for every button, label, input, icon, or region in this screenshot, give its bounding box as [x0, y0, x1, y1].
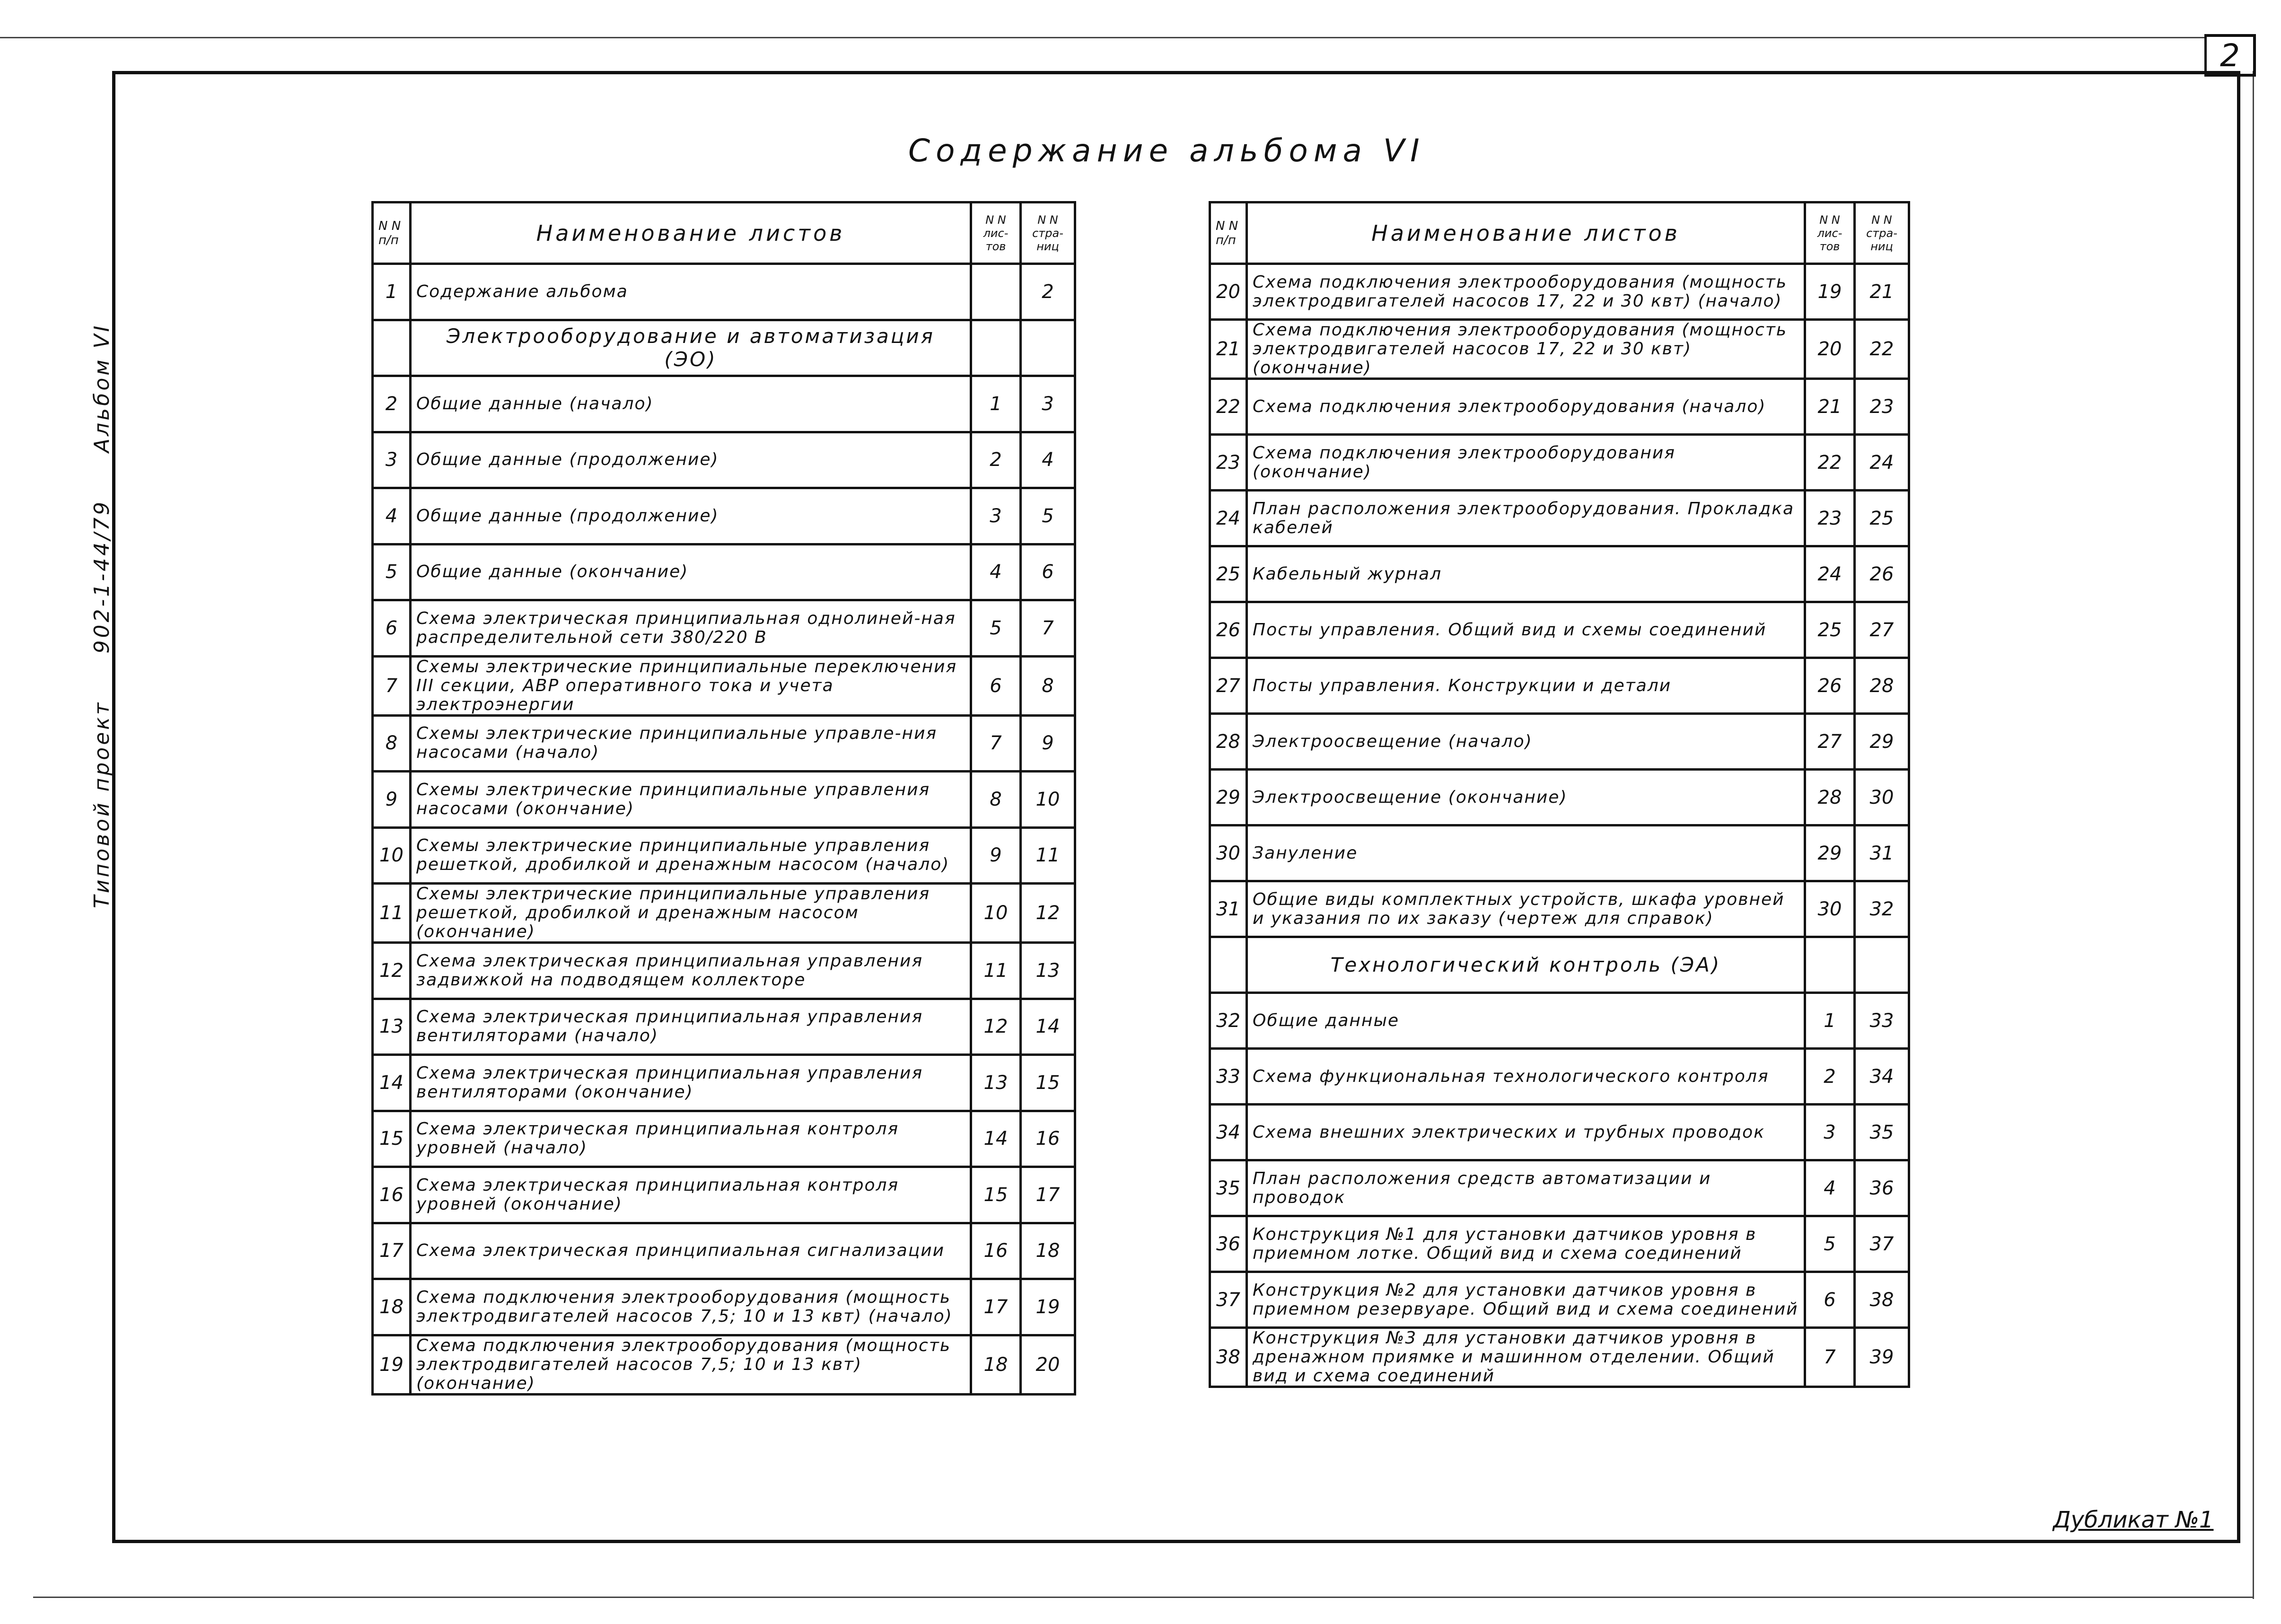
row-name: Схема подключения электрооборудования (мощность электродвигателей насосов 7,5; 10 и 13 квт) (окончание) [411, 1335, 971, 1394]
row-num: 30 [1210, 825, 1247, 881]
row-page: 25 [1855, 491, 1909, 546]
row-num: 28 [1210, 714, 1247, 770]
table-row [373, 656, 1075, 715]
row-num: 27 [1210, 658, 1247, 714]
header-sheet: N N лис-тов [971, 202, 1021, 264]
table-row [373, 999, 1075, 1055]
row-num: 9 [373, 772, 411, 828]
row-page: 15 [1021, 1055, 1075, 1111]
row-page: 20 [1021, 1335, 1075, 1394]
row-sheet: 24 [1805, 546, 1855, 602]
row-sheet: 30 [1805, 881, 1855, 937]
row-name: Общие данные (продолжение) [411, 432, 971, 488]
row-sheet: 21 [1805, 379, 1855, 435]
row-page: 8 [1021, 656, 1075, 715]
table-row [373, 943, 1075, 999]
sheet-edge-right [2253, 71, 2254, 1599]
row-num: 7 [373, 656, 411, 715]
table-row [1210, 435, 1909, 491]
table-row [1210, 770, 1909, 825]
side-stamp [90, 286, 114, 909]
row-sheet: 4 [1805, 1160, 1855, 1216]
table-row [373, 1111, 1075, 1167]
row-name: Конструкция №3 для установки датчиков уровня в дренажном приямке и машинном отделении. Общий вид и схема соединений [1247, 1328, 1805, 1387]
row-page: 35 [1855, 1105, 1909, 1160]
header-name: Наименование листов [411, 202, 971, 264]
sheet-edge-bottom [33, 1597, 2253, 1598]
row-num: 23 [1210, 435, 1247, 491]
row-page: 21 [1855, 264, 1909, 320]
row-num: 6 [373, 600, 411, 657]
row-num: 2 [373, 376, 411, 432]
row-num: 37 [1210, 1272, 1247, 1328]
row-name: Схема электрическая принципиальная управления вентиляторами (окончание) [411, 1055, 971, 1111]
row-num: 24 [1210, 491, 1247, 546]
row-page: 11 [1021, 827, 1075, 884]
row-sheet: 2 [1805, 1049, 1855, 1105]
row-num: 19 [373, 1335, 411, 1394]
header-name: Наименование листов [1247, 202, 1805, 264]
row-page: 28 [1855, 658, 1909, 714]
row-page: 22 [1855, 320, 1909, 379]
table-row [1210, 546, 1909, 602]
table-row [373, 544, 1075, 600]
row-name: Схемы электрические принципиальные переключения III секции, АВР оперативного тока и учета электроэнергии [411, 656, 971, 715]
side-stamp-code: 902-1-44/79 [90, 499, 114, 654]
row-num: 18 [373, 1279, 411, 1335]
row-sheet: 19 [1805, 264, 1855, 320]
header-page: N N стра-ниц [1021, 202, 1075, 264]
row-sheet: 8 [971, 772, 1021, 828]
row-page: 23 [1855, 379, 1909, 435]
row-name: Кабельный журнал [1247, 546, 1805, 602]
table-row [373, 1223, 1075, 1279]
row-page: 6 [1021, 544, 1075, 600]
row-sheet: 15 [971, 1167, 1021, 1223]
row-sheet: 20 [1805, 320, 1855, 379]
side-stamp-project: Типовой проект [90, 700, 114, 908]
table-row [373, 827, 1075, 884]
row-name: Общие данные [1247, 993, 1805, 1049]
row-sheet: 12 [971, 999, 1021, 1055]
row-name: Общие данные (начало) [411, 376, 971, 432]
row-sheet: 7 [971, 715, 1021, 772]
row-name: Общие данные (продолжение) [411, 488, 971, 544]
row-page [1855, 937, 1909, 993]
table-row [1210, 379, 1909, 435]
row-num: 22 [1210, 379, 1247, 435]
row-sheet: 22 [1805, 435, 1855, 491]
row-sheet: 1 [1805, 993, 1855, 1049]
row-page: 17 [1021, 1167, 1075, 1223]
row-name: Посты управления. Конструкции и детали [1247, 658, 1805, 714]
row-sheet: 11 [971, 943, 1021, 999]
row-page: 16 [1021, 1111, 1075, 1167]
table-row [1210, 1049, 1909, 1105]
row-sheet: 3 [1805, 1105, 1855, 1160]
section-row [1210, 937, 1909, 993]
row-num: 13 [373, 999, 411, 1055]
row-num: 12 [373, 943, 411, 999]
row-name: Схема подключения электрооборудования (мощность электродвигателей насосов 7,5; 10 и 13 квт) (начало) [411, 1279, 971, 1335]
table-row [373, 1167, 1075, 1223]
row-page: 36 [1855, 1160, 1909, 1216]
row-name: Посты управления. Общий вид и схемы соединений [1247, 602, 1805, 658]
table-row [373, 488, 1075, 544]
row-sheet: 29 [1805, 825, 1855, 881]
row-name: Схемы электрические принципиальные управле-ния насосами (начало) [411, 715, 971, 772]
row-page: 26 [1855, 546, 1909, 602]
table-row [373, 264, 1075, 320]
row-page: 13 [1021, 943, 1075, 999]
table-row [373, 1279, 1075, 1335]
row-sheet: 4 [971, 544, 1021, 600]
row-page: 3 [1021, 376, 1075, 432]
side-stamp-album: Альбом VI [90, 323, 114, 453]
section-row [373, 320, 1075, 376]
row-page: 31 [1855, 825, 1909, 881]
contents-table-right [1209, 201, 1910, 1388]
row-name: Схемы электрические принципиальные управления решеткой, дробилкой и дренажным насосом (начало) [411, 827, 971, 884]
row-name: Электроосвещение (начало) [1247, 714, 1805, 770]
row-name: Схемы электрические принципиальные управления насосами (окончание) [411, 772, 971, 828]
row-name: Схема электрическая принципиальная однолиней-ная распределительной сети 380/220 В [411, 600, 971, 657]
header-num: N N п/п [1210, 202, 1247, 264]
row-num: 5 [373, 544, 411, 600]
row-num: 33 [1210, 1049, 1247, 1105]
row-page: 10 [1021, 772, 1075, 828]
table-row [1210, 1105, 1909, 1160]
row-sheet: 9 [971, 827, 1021, 884]
row-page: 32 [1855, 881, 1909, 937]
table-row [1210, 881, 1909, 937]
row-page: 39 [1855, 1328, 1909, 1387]
section-title: Электрооборудование и автоматизация (ЭО) [411, 320, 971, 376]
row-page: 34 [1855, 1049, 1909, 1105]
row-sheet: 1 [971, 376, 1021, 432]
row-num: 1 [373, 264, 411, 320]
row-num: 36 [1210, 1216, 1247, 1272]
row-sheet: 16 [971, 1223, 1021, 1279]
row-name: Содержание альбома [411, 264, 971, 320]
page-title: Содержание альбома VI [908, 132, 1425, 169]
row-page: 33 [1855, 993, 1909, 1049]
row-sheet: 25 [1805, 602, 1855, 658]
table-row [1210, 825, 1909, 881]
row-sheet: 7 [1805, 1328, 1855, 1387]
row-sheet: 14 [971, 1111, 1021, 1167]
row-num: 35 [1210, 1160, 1247, 1216]
row-name: Схема подключения электрооборудования (окончание) [1247, 435, 1805, 491]
row-page: 4 [1021, 432, 1075, 488]
table-row [373, 1335, 1075, 1394]
row-num: 34 [1210, 1105, 1247, 1160]
row-name: План расположения электрооборудования. Прокладка кабелей [1247, 491, 1805, 546]
table-row [373, 1055, 1075, 1111]
row-name: Схема подключения электрооборудования (мощность электродвигателей насосов 17, 22 и 30 квт) (начало) [1247, 264, 1805, 320]
row-page: 24 [1855, 435, 1909, 491]
row-name: Схема электрическая принципиальная контроля уровней (окончание) [411, 1167, 971, 1223]
row-name: Зануление [1247, 825, 1805, 881]
row-sheet: 13 [971, 1055, 1021, 1111]
row-page: 37 [1855, 1216, 1909, 1272]
table-row [1210, 714, 1909, 770]
table-row [1210, 1272, 1909, 1328]
table-row [1210, 1216, 1909, 1272]
row-sheet [971, 264, 1021, 320]
row-num: 4 [373, 488, 411, 544]
table-row [1210, 993, 1909, 1049]
table-row [1210, 658, 1909, 714]
row-num [373, 320, 411, 376]
row-page: 7 [1021, 600, 1075, 657]
row-sheet: 28 [1805, 770, 1855, 825]
row-page: 18 [1021, 1223, 1075, 1279]
row-sheet: 6 [971, 656, 1021, 715]
table-row [1210, 320, 1909, 379]
row-page: 9 [1021, 715, 1075, 772]
row-page: 29 [1855, 714, 1909, 770]
header-sheet: N N лис-тов [1805, 202, 1855, 264]
row-sheet: 17 [971, 1279, 1021, 1335]
header-page: N N стра-ниц [1855, 202, 1909, 264]
row-name: Конструкция №1 для установки датчиков уровня в приемном лотке. Общий вид и схема соединений [1247, 1216, 1805, 1272]
row-name: Схема функциональная технологического контроля [1247, 1049, 1805, 1105]
table-row [373, 884, 1075, 943]
row-sheet: 10 [971, 884, 1021, 943]
row-name: Схема электрическая принципиальная сигнализации [411, 1223, 971, 1279]
table-row [373, 772, 1075, 828]
sheet-edge-top [0, 37, 2205, 38]
row-name: Общие данные (окончание) [411, 544, 971, 600]
row-name: Схема внешних электрических и трубных проводок [1247, 1105, 1805, 1160]
row-num [1210, 937, 1247, 993]
row-num: 3 [373, 432, 411, 488]
row-num: 15 [373, 1111, 411, 1167]
row-page: 19 [1021, 1279, 1075, 1335]
row-sheet: 5 [1805, 1216, 1855, 1272]
row-page: 38 [1855, 1272, 1909, 1328]
row-num: 20 [1210, 264, 1247, 320]
row-name: Электроосвещение (окончание) [1247, 770, 1805, 825]
table-row [373, 376, 1075, 432]
row-sheet: 26 [1805, 658, 1855, 714]
row-num: 17 [373, 1223, 411, 1279]
row-num: 29 [1210, 770, 1247, 825]
row-sheet: 5 [971, 600, 1021, 657]
table-row [1210, 1328, 1909, 1387]
row-page: 5 [1021, 488, 1075, 544]
table-row [1210, 1160, 1909, 1216]
row-page [1021, 320, 1075, 376]
row-page: 2 [1021, 264, 1075, 320]
page-number: 2 [2204, 34, 2256, 77]
row-num: 32 [1210, 993, 1247, 1049]
row-name: Схема подключения электрооборудования (мощность электродвигателей насосов 17, 22 и 30 квт) (окончание) [1247, 320, 1805, 379]
row-sheet: 6 [1805, 1272, 1855, 1328]
table-row [373, 600, 1075, 657]
row-page: 14 [1021, 999, 1075, 1055]
row-num: 31 [1210, 881, 1247, 937]
row-page: 27 [1855, 602, 1909, 658]
row-num: 14 [373, 1055, 411, 1111]
row-name: План расположения средств автоматизации и проводок [1247, 1160, 1805, 1216]
section-title: Технологический контроль (ЭА) [1247, 937, 1805, 993]
table-row [1210, 602, 1909, 658]
row-sheet: 27 [1805, 714, 1855, 770]
row-name: Общие виды комплектных устройств, шкафа уровней и указания по их заказу (чертеж для справок) [1247, 881, 1805, 937]
row-name: Конструкция №2 для установки датчиков уровня в приемном резервуаре. Общий вид и схема соединений [1247, 1272, 1805, 1328]
row-sheet [971, 320, 1021, 376]
table-row [373, 432, 1075, 488]
row-sheet: 3 [971, 488, 1021, 544]
row-num: 25 [1210, 546, 1247, 602]
row-num: 38 [1210, 1328, 1247, 1387]
row-name: Схема подключения электрооборудования (начало) [1247, 379, 1805, 435]
row-num: 11 [373, 884, 411, 943]
row-name: Схема электрическая принципиальная управления вентиляторами (начало) [411, 999, 971, 1055]
table-row [1210, 264, 1909, 320]
row-name: Схема электрическая принципиальная управления задвижкой на подводящем коллекторе [411, 943, 971, 999]
header-num: N N п/п [373, 202, 411, 264]
row-sheet: 18 [971, 1335, 1021, 1394]
row-num: 21 [1210, 320, 1247, 379]
table-row [1210, 491, 1909, 546]
row-num: 16 [373, 1167, 411, 1223]
row-name: Схемы электрические принципиальные управления решеткой, дробилкой и дренажным насосом (окончание) [411, 884, 971, 943]
row-num: 8 [373, 715, 411, 772]
table-row [373, 715, 1075, 772]
contents-table-left [371, 201, 1076, 1396]
row-sheet [1805, 937, 1855, 993]
row-sheet: 23 [1805, 491, 1855, 546]
row-num: 26 [1210, 602, 1247, 658]
row-name: Схема электрическая принципиальная контроля уровней (начало) [411, 1111, 971, 1167]
row-page: 30 [1855, 770, 1909, 825]
duplicate-note: Дубликат №1 [2053, 1507, 2214, 1533]
row-sheet: 2 [971, 432, 1021, 488]
row-num: 10 [373, 827, 411, 884]
row-page: 12 [1021, 884, 1075, 943]
